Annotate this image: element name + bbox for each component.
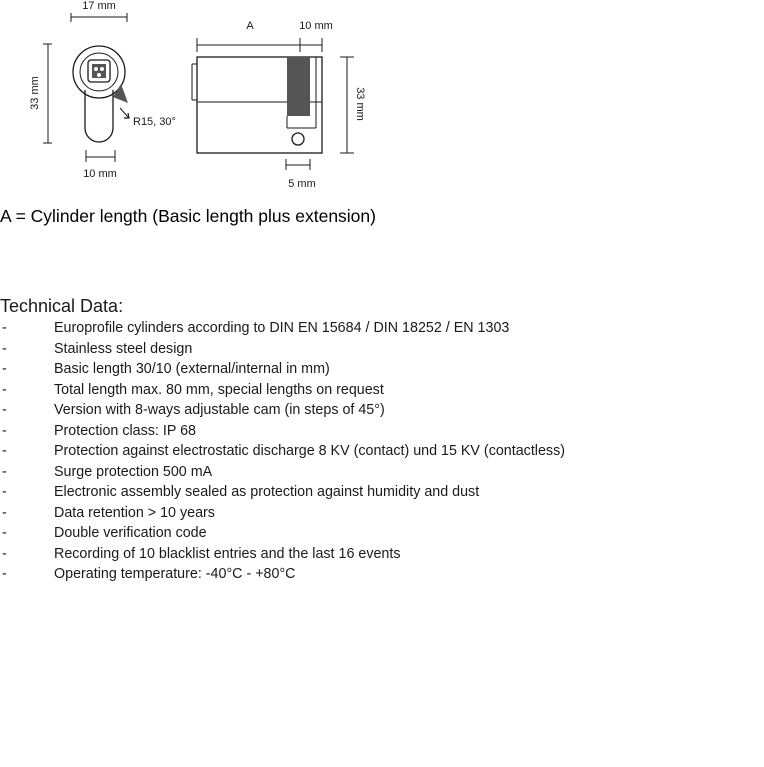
cylinder-length-caption: A = Cylinder length (Basic length plus extension) bbox=[0, 206, 376, 226]
front-height-label: 33 mm bbox=[29, 76, 41, 110]
technical-data-title: Technical Data: bbox=[0, 296, 124, 316]
spec-text: Double verification code bbox=[54, 525, 207, 541]
spec-text: Version with 8-ways adjustable cam (in steps of 45°) bbox=[54, 402, 385, 418]
front-bottom-label: 10 mm bbox=[83, 168, 117, 180]
spec-text: Surge protection 500 mA bbox=[54, 463, 213, 480]
side-length-label: A bbox=[246, 20, 254, 32]
bullet-dash: - bbox=[2, 504, 7, 521]
side-cam-width-label: 10 mm bbox=[299, 20, 333, 32]
bullet-dash: - bbox=[2, 545, 7, 562]
spec-text: Operating temperature: -40°C - +80°C bbox=[54, 566, 296, 582]
bullet-dash: - bbox=[2, 484, 7, 500]
bullet-dash: - bbox=[2, 566, 7, 582]
spec-text: Protection against electrostatic discharge 8 KV (contact) und 15 KV (contactless) bbox=[54, 443, 565, 459]
bullet-dash: - bbox=[2, 422, 7, 439]
side-height-label: 33 mm bbox=[354, 87, 366, 121]
technical-drawing bbox=[0, 0, 764, 200]
bullet-dash: - bbox=[2, 463, 7, 480]
bullet-dash: - bbox=[2, 525, 7, 541]
side-screw-label: 5 mm bbox=[288, 178, 316, 190]
front-width-label: 17 mm bbox=[82, 0, 116, 12]
front-view bbox=[43, 13, 129, 162]
spec-text: Total length max. 80 mm, special lengths on request bbox=[54, 381, 384, 398]
spec-text: Recording of 10 blacklist entries and the last 16 events bbox=[54, 545, 401, 562]
spec-text: Electronic assembly sealed as protection against humidity and dust bbox=[54, 484, 480, 500]
spec-text: Europrofile cylinders according to DIN EN 15684 / DIN 18252 / EN 1303 bbox=[54, 320, 510, 336]
bullet-dash: - bbox=[2, 361, 7, 377]
spec-text: Data retention > 10 years bbox=[54, 504, 215, 521]
spec-text: Stainless steel design bbox=[54, 340, 193, 357]
bullet-dash: - bbox=[2, 443, 7, 459]
bullet-dash: - bbox=[2, 381, 7, 398]
spec-text: Basic length 30/10 (external/internal in mm) bbox=[54, 361, 330, 377]
bullet-dash: - bbox=[2, 402, 7, 418]
cam-radius-label: R15, 30° bbox=[133, 116, 176, 128]
bullet-dash: - bbox=[2, 320, 7, 336]
side-view bbox=[192, 38, 354, 170]
bullet-dash: - bbox=[2, 340, 7, 357]
spec-text: Protection class: IP 68 bbox=[54, 422, 196, 439]
